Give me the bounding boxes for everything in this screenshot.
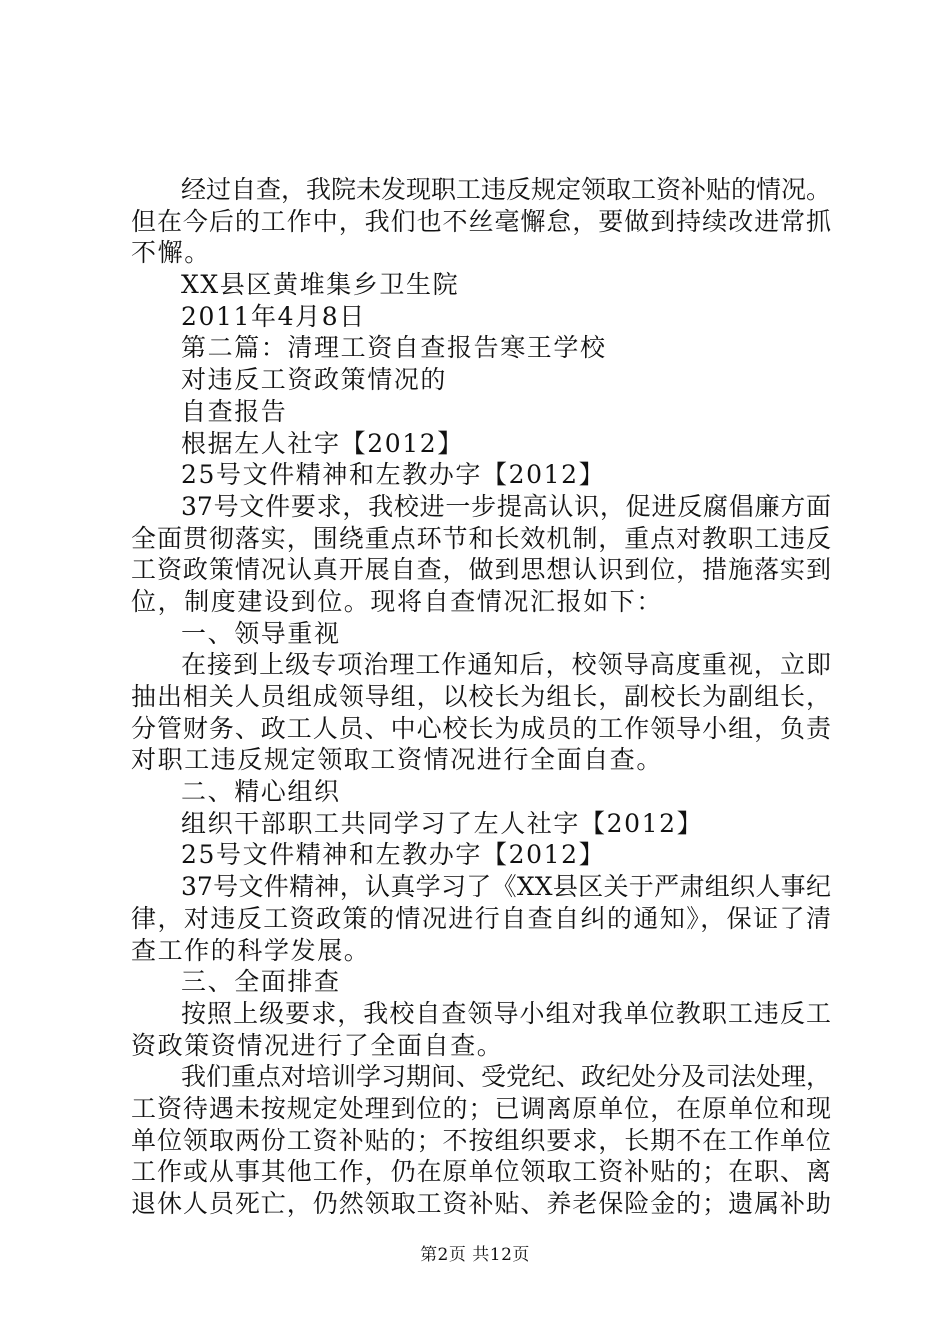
text-line: 资政策资情况进行了全面自查。 bbox=[131, 1030, 504, 1060]
text-line: 对违反工资政策情况的 bbox=[181, 365, 448, 395]
text-line: 自查报告 bbox=[181, 396, 288, 426]
text-line: 查工作的科学发展。 bbox=[131, 935, 371, 965]
text-line: 工资政策情况认真开展自查，做到思想认识到位，措施落实到 bbox=[131, 555, 831, 585]
page-number-label: 第2页 共12页 bbox=[420, 1245, 530, 1265]
document-body bbox=[131, 174, 831, 1220]
text-line: 退休人员死亡，仍然领取工资补贴、养老保险金的；遗属补助 bbox=[131, 1189, 831, 1218]
text-line: 组织干部职工共同学习了左人社字【2012】 bbox=[181, 808, 704, 838]
text-line: 二、精心组织 bbox=[181, 777, 341, 807]
text-line: 一、领导重视 bbox=[181, 618, 341, 648]
text-line: 2011年4月8日 bbox=[181, 301, 366, 331]
text-line: 25号文件精神和左教办字【2012】 bbox=[181, 840, 606, 870]
text-line: 律，对违反工资政策的情况进行自查自纠的通知》，保证了清 bbox=[131, 903, 831, 933]
text-line: XX县区黄堆集乡卫生院 bbox=[181, 270, 460, 300]
text-line: 根据左人社字【2012】 bbox=[181, 428, 464, 458]
text-line: 37号文件精神，认真学习了《XX县区关于严肃组织人事纪 bbox=[181, 872, 831, 902]
text-line: 按照上级要求，我校自查领导小组对我单位教职工违反工 bbox=[181, 998, 831, 1028]
text-line: 工资待遇未按规定处理到位的；已调离原单位，在原单位和现 bbox=[131, 1093, 831, 1123]
text-line: 37号文件要求，我校进一步提高认识，促进反腐倡廉方面 bbox=[181, 491, 831, 521]
text-line: 工作或从事其他工作，仍在原单位领取工资补贴的；在职、离 bbox=[131, 1157, 831, 1187]
text-line: 全面贯彻落实，围绕重点环节和长效机制，重点对教职工违反 bbox=[131, 523, 831, 553]
text-line: 位，制度建设到位。现将自查情况汇报如下： bbox=[131, 586, 664, 616]
text-line: 单位领取两份工资补贴的；不按组织要求，长期不在工作单位 bbox=[131, 1125, 831, 1155]
text-line: 我们重点对培训学习期间、受党纪、政纪处分及司法处理， bbox=[181, 1062, 832, 1092]
text-line: 经过自查，我院未发现职工违反规定领取工资补贴的情况。 bbox=[181, 175, 832, 204]
text-line: 在接到上级专项治理工作通知后，校领导高度重视，立即 bbox=[181, 650, 831, 680]
text-line: 但在今后的工作中，我们也不丝毫懈怠，要做到持续改进常抓 bbox=[131, 206, 831, 236]
text-line: 分管财务、政工人员、中心校长为成员的工作领导小组，负责 bbox=[131, 713, 831, 743]
page-footer bbox=[0, 1244, 950, 1266]
text-line: 第二篇：清理工资自查报告寒王学校 bbox=[181, 333, 607, 363]
text-line: 不懈。 bbox=[131, 238, 211, 268]
text-line: 对职工违反规定领取工资情况进行全面自查。 bbox=[131, 745, 664, 775]
text-line: 25号文件精神和左教办字【2012】 bbox=[181, 460, 606, 490]
text-line: 抽出相关人员组成领导组，以校长为组长，副校长为副组长， bbox=[131, 682, 831, 711]
text-line: 三、全面排查 bbox=[181, 967, 341, 997]
